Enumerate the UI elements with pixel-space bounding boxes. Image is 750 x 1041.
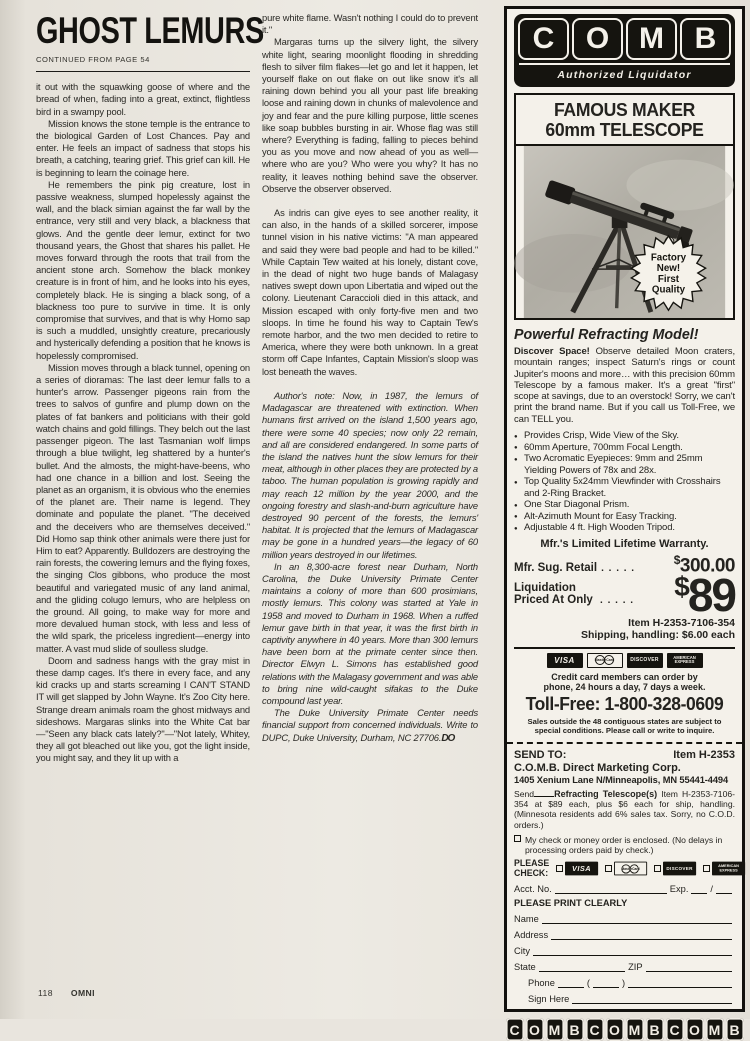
article-column-2	[262, 12, 478, 1008]
discover-logo: DISCOVER	[627, 653, 663, 668]
phone-field-row	[514, 978, 735, 988]
logo-divider	[519, 63, 730, 65]
article-paragraph: Author's note: Now, in 1987, the lemurs of Madagascar are threatened with extinction. When humans first arrived on the island 1,500 years ago, there were some 40 species; now only 22 remain, and all are considered endangered. In some parts of the island the natives hunt the slow lemurs for their meat, although in other places they are protected by a taboo. The human population is growing rapidly and may reach 12 million by the year 2000, and the ongoing forestry and slash-and-burn agriculture have destroyed 90 percent of the forests, the lemurs' habitat. It is projected that the lemurs of Madagascar may be gone in a hundred years—the legacy of 60 million years destroyed in our lifetimes.	[262, 389, 478, 560]
article-paragraph	[262, 707, 478, 745]
comb-strip-letter-tile: B	[566, 1018, 584, 1041]
name-field-row	[514, 914, 735, 924]
form-item-number: Item H-2353	[673, 749, 735, 762]
ad-headline-line1: FAMOUS MAKER	[553, 99, 696, 120]
city-blank-line	[533, 947, 732, 956]
liquidation-label	[514, 582, 638, 608]
company-address: 1405 Xenium Lane N/Minneapolis, MN 55441-4494	[514, 775, 729, 786]
article-paragraph: it out with the squawking goose of where and the bread of when, fading into a great, extinct, flightless bird in a swampy pool.	[36, 81, 250, 117]
phone-label: Phone	[528, 978, 555, 989]
order-instructions	[514, 789, 735, 830]
comb-logo-tiles	[518, 18, 731, 60]
quantity-blank	[534, 789, 554, 797]
zip-blank-line	[646, 963, 732, 972]
exp-blank-line	[716, 885, 732, 894]
retail-amount: 300.00	[679, 554, 735, 576]
article-paragraph: In an 8,300-acre forest near Durham, North Carolina, the Duke University Primate Center maintains a colony of more than 600 prosimians, mostly lemurs. This colony was started at Yale in 1958 and moved to Durham in 1968. When a ruffed lemur gave birth in that year, it was the first birth in captivity anywhere in 40 years. More than 300 lemurs have been born at the primate center since then. Director Elwyn L. Simons has established good relations with the Malagasy government and was able to bring nine wild-caught sifakas to the Duke compound last year.	[262, 560, 478, 706]
currency-sign: $	[673, 552, 680, 567]
sign-here-label: Sign Here	[528, 994, 570, 1005]
feature-bullet: ● Top Quality 5x24mm Viewfinder with Crosshairs and 2-Ring Bracket.	[514, 476, 735, 499]
card-choice-visa	[556, 861, 601, 876]
continued-from-label: CONTINUED FROM PAGE 54	[36, 55, 150, 64]
end-of-article-mark: DO	[441, 732, 455, 744]
article-paragraph: As indris can give eyes to see another reality, it can also, in the hands of a skilled sorcerer, impose tunnel vision in his native victims: "A man appeared and said they were bad people and had to be killed." While Captain Tew waited at his lonely, distant cove, in the dead of night two huge bands of Malagasy natives swept down upon Libertatia and wiped out the colony. Lieutenant Caraccioli died in this attack, and Mission escaped with only forty-five men and two sloops. In time he found his way to Captain Tew's remote harbor, and the two men decided to retire to America, where they were both unknown. In a great storm off Cape Infantes, Captain Mission's sloop was lost beneath the waves.	[262, 207, 478, 377]
telescope-illustration	[516, 146, 733, 318]
city-label: City	[514, 946, 531, 957]
phone-blank-line	[628, 979, 732, 988]
coupon-cut-line	[507, 742, 742, 744]
ad-subhead: Powerful Refracting Model!	[514, 325, 699, 343]
print-clearly-label: PLEASE PRINT CLEARLY	[514, 898, 628, 909]
amex-logo: AMERICAN EXPRESS	[712, 862, 745, 876]
comb-strip-letter-tile: B	[646, 1018, 664, 1041]
divider	[514, 647, 735, 649]
retail-label: Mfr. Sug. Retail	[514, 561, 598, 574]
card-choice-amex	[703, 861, 748, 876]
currency-sign: $	[674, 570, 688, 602]
checkbox	[605, 865, 612, 872]
feature-bullet: ● 60mm Aperture, 700mm Focal Length.	[514, 442, 735, 454]
article-paragraph: Doom and sadness hangs with the gray mist in these damp cages. It's there in every face, and any kid cracks up and starts screaming I CAN'T STAND IT will get slapped by John Wayne. It's Zoo City here. Strange dream animals roam the ghost midways and sideshows. Margaras slinks into the White Cat bar—"Seen any black cats lately?"—"Not lately, Whitey, they all got bleached out like you, got the light inside, you might say, and they lit up with a	[36, 654, 250, 764]
ad-frame	[504, 6, 745, 1012]
discover-logo: DISCOVER	[663, 862, 696, 876]
comb-strip-letter-tile: O	[686, 1018, 704, 1041]
article-title: GHOST LEMURS	[36, 10, 264, 51]
feature-bullet: ● Adjustable 4 ft. High Wooden Tripod.	[514, 522, 735, 534]
feature-list	[514, 430, 735, 534]
badge-line: Quality	[651, 284, 686, 296]
shipping-line: Shipping, handling: $6.00 each	[580, 628, 735, 641]
feature-bullet: ● Alt-Azimuth Mount for Easy Tracking.	[514, 511, 735, 523]
state-zip-row	[514, 962, 735, 972]
amex-logo: AMERICAN EXPRESS	[667, 653, 703, 668]
visa-logo: VISA	[565, 862, 598, 876]
ad-intro-body: Observe detailed Moon craters, mountain ranges; inspect Saturn's rings or count Jupiter's moons and more… with this precision 60mm Telescope by a famous maker. It's a great "first" scope at savings, due to an overstock! Sorry, we can't print the brand name. But if you call us Toll-Free, we can TELL you.	[514, 345, 735, 425]
card-choice-discover	[654, 861, 699, 876]
visa-logo: VISA	[547, 653, 583, 668]
exp-separator: /	[710, 884, 713, 895]
tollfree-number: Toll-Free: 1-800-328-0609	[525, 694, 724, 715]
card-choice-mastercard	[605, 861, 650, 876]
liquidation-price-row	[514, 568, 735, 621]
check-option-text: My check or money order is enclosed. (No delays in processing orders paid by check.)	[525, 834, 723, 856]
warranty-line: Mfr.'s Limited Lifetime Warranty.	[540, 537, 709, 550]
company-name: C.O.M.B. Direct Marketing Corp.	[514, 762, 681, 775]
comb-strip	[504, 1018, 745, 1041]
dot-leader: . . . . .	[601, 562, 636, 574]
feature-bullet: ● Provides Crisp, Wide View of the Sky.	[514, 430, 735, 442]
credit-card-logos	[514, 653, 735, 668]
zip-label: ZIP	[628, 962, 643, 973]
send-rest: Item H-2353-7106-354 at $89 each, plus $6 each for ship, handling. (Minnesota residents add 6% sales tax. Sorry, no C.O.D. orders.)	[514, 789, 735, 830]
phone-order-note: Credit card members can order by phone, 24 hours a day, 7 days a week.	[543, 671, 706, 693]
liquidation-label-line1: Liquidation	[514, 581, 576, 594]
state-label: State	[514, 962, 536, 973]
article-paragraph: Mission moves through a black tunnel, opening on a series of dioramas: The last deer lemur falls to a hunter's arrow. Passenger pigeons rain from the trees to salvos of gunfire and plump down on the plates of fat bankers and politicians with their gold watch chains and gold fillings. They belch out the last passenger pigeon. The last Tasmanian wolf limps through a blue twilight, leg shattered by a hunter's bullet. And the almosts, the might-have-beens, who had one chance in a billion and lost. Seeing the planet as an organism, it is obvious who the enemies of the planet are. Their name is legend. They dominate and populate the planet. "The deceived and the deceivers who are themselves deceived." Did Homo sap think other animals were there just for Him to eat? Apparently. Bulldozers are destroying the rain forests, the cowering lemurs and the flying foxes, the singing Clos gibbons, who produce the most beautiful and variegated music of any land animal, and the gliding colugo lemurs, who are helpless on the ground. All going, to make way for more and more devalued human stock, with less and less of the wild spark, the priceless ingredient—energy into matter. A vast mud slide of soulless sludge.	[36, 361, 250, 654]
page-footer	[38, 988, 95, 998]
comb-strip-letter-tile: C	[506, 1018, 524, 1041]
dot-leader: . . . . .	[600, 595, 635, 607]
phone-paren-close: )	[622, 978, 626, 989]
telescope-photo	[514, 144, 735, 320]
send-bold: Refracting Telescope(s)	[554, 789, 658, 800]
city-field-row	[514, 946, 735, 956]
page-number: 118	[38, 988, 53, 998]
feature-bullet: ● Two Acromatic Eyepieces: 9mm and 25mm Yielding Powers of 78x and 28x.	[514, 453, 735, 476]
checkbox	[556, 865, 563, 872]
name-blank-line	[542, 915, 732, 924]
exp-label: Exp.	[669, 884, 689, 895]
checkbox	[703, 865, 710, 872]
send-lead: Send	[514, 789, 535, 800]
comb-ad	[504, 6, 745, 1038]
outside-sales-note: Sales outside the 48 contiguous states are subject to special conditions. Please call or write to inquire.	[527, 717, 722, 736]
magazine-name: OMNI	[70, 988, 95, 998]
name-label: Name	[514, 914, 539, 925]
comb-logo	[514, 14, 735, 87]
comb-strip-letter-tile: C	[666, 1018, 684, 1041]
comb-strip-letter-tile: M	[706, 1018, 724, 1041]
ad-headline-line2: 60mm TELESCOPE	[545, 118, 704, 140]
check-enclosed-option	[514, 835, 735, 855]
comb-logo-letter-tile: M	[626, 18, 677, 60]
comb-strip-letter-tile: M	[546, 1018, 564, 1041]
badge-line: Factory	[650, 252, 687, 264]
ad-intro-lead: Discover Space!	[514, 345, 590, 357]
article-paragraph: Mission knows the stone temple is the entrance to the biological Garden of Lost Chances. Pay and enter. He feels an impact of sadness that stops his breath, a catching, tearing grief. This grief can kill. He is beginning to learn the coinage here.	[36, 117, 250, 178]
please-check-label: PLEASE CHECK:	[514, 858, 550, 878]
acct-no-row	[514, 884, 735, 894]
authorized-liquidator-label: Authorized Liquidator	[557, 69, 692, 81]
article-column-1	[36, 10, 264, 992]
phone-blank-line	[593, 979, 619, 988]
article-paragraph: pure white flame. Wasn't nothing I could do to prevent it."	[262, 12, 478, 36]
checkbox	[514, 835, 521, 842]
comb-logo-letter-tile: C	[518, 18, 569, 60]
sign-here-row	[514, 994, 735, 1004]
title-divider	[36, 71, 250, 72]
phone-paren-open: (	[586, 978, 590, 989]
mastercard-logo: MasterCard	[614, 862, 647, 876]
address-blank-line	[551, 931, 732, 940]
comb-strip-letter-tile: O	[526, 1018, 544, 1041]
comb-strip-letter-tile: B	[726, 1018, 744, 1041]
item-number: Item H-2353-7106-354	[628, 616, 735, 629]
article-paragraph: Margaras turns up the silvery light, the silvery white light, searing moonlight flooding in shredding flesh to silver film flakes—let go and let it happen, let yourself flake on out flake on out like snow it's all raining down behind you all your past life breaking loose and raining down in chunks of malevolence and joy and fear and the pure killing purpose, little scenes like soap bubbles bursting in air. Whose flag was still where? Everything is fading, falling to pieces behind you as you move and now ahead of you as well—where who are you? Who were you why? It has no reality, it leaves nothing behind save the observer. Observe the observer observed.	[262, 36, 478, 194]
address-label: Address	[514, 930, 549, 941]
article-paragraph: He remembers the pink pig creature, lost in passive weakness, slumped hopelessly against the wall, and the black simian against the far wall by the entrance, very still and very black, a blackness that glows. And the gentle deer lemur, extinct for two thousand years, the Ghost that shares his pallet. He moves forward through the roots that trail from the ancient stone arch. Somehow the black monkey creature is in front of him, and he looks into his eyes, completely black. He is singing a black song, of a blackness too pure to survive in time. It is only compromise that survives, and that is why Homo sap is such a muddled, unsightly creature, precariously and hysterically defending a position that he knows is hopelessly compromised.	[36, 178, 250, 361]
sale-amount: 89	[687, 568, 735, 621]
send-to-label: SEND TO:	[514, 749, 567, 762]
feature-bullet: ● One Star Diagonal Prism.	[514, 499, 735, 511]
form-header	[514, 749, 735, 761]
ad-headline	[514, 93, 735, 144]
checkbox	[654, 865, 661, 872]
acct-label: Acct. No.	[514, 884, 552, 895]
comb-strip-letter-tile: C	[586, 1018, 604, 1041]
please-check-row	[514, 858, 739, 878]
comb-strip-letter-tile: M	[626, 1018, 644, 1041]
state-blank-line	[539, 963, 625, 972]
comb-logo-letter-tile: B	[680, 18, 731, 60]
address-field-row	[514, 930, 735, 940]
acct-blank-line	[555, 885, 667, 894]
liquidation-label-line2: Priced At Only . . . . .	[514, 594, 635, 607]
comb-logo-letter-tile: O	[572, 18, 623, 60]
phone-blank-line	[558, 979, 584, 988]
article-paragraph-text: The Duke University Primate Center needs financial support from concerned individuals. Write to DUPC, Duke University, Durham, NC 27706.	[262, 707, 478, 743]
badge-line: First	[657, 273, 680, 285]
order-form	[514, 749, 739, 1005]
sale-price	[674, 568, 735, 621]
sign-blank-line	[572, 995, 732, 1004]
exp-blank-line	[691, 885, 707, 894]
comb-strip-letter-tile: O	[606, 1018, 624, 1041]
badge-line: New!	[656, 263, 681, 275]
mastercard-logo: MasterCard	[587, 653, 623, 668]
ad-intro	[514, 346, 735, 425]
